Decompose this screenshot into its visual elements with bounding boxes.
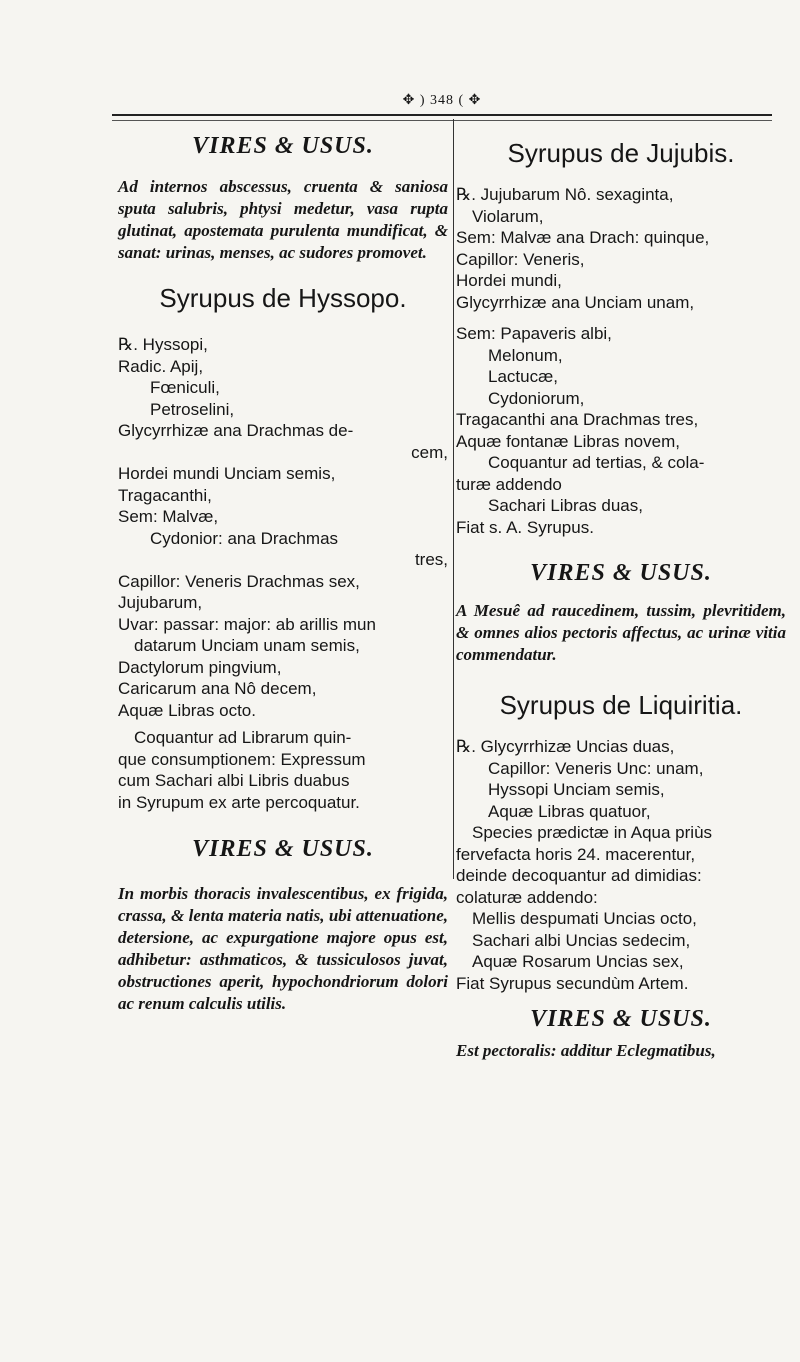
recipe-line: Caricarum ana Nô decem,: [118, 679, 317, 698]
vires-usus-heading: VIRES & USUS.: [192, 133, 374, 159]
recipe-line: Capillor: Veneris,: [456, 249, 585, 269]
recipe-jujubis: [456, 184, 786, 538]
recipe-line: Species prædictæ in Aqua priùs: [472, 823, 713, 842]
recipe-line: Aquæ Libras octo.: [118, 700, 256, 720]
recipe-line: Tragacanthi ana Drachmas tres,: [456, 410, 699, 429]
recipe-line: cem,: [411, 442, 448, 462]
vires-usus-text: Ad internos abscessus, cruenta & saniosa sputa salubris, phtysi medetur, vasa rupta glutinat, apostemata purulenta mundificat, & sanat: urinas, menses, ac sudores promovet.: [118, 177, 448, 262]
recipe-line: Coquantur ad Librarum quin-: [134, 728, 352, 747]
recipe-title-hyssopo: Syrupus de Hyssopo.: [159, 283, 407, 313]
right-column: [456, 118, 786, 1062]
recipe-title-jujubis: Syrupus de Jujubis.: [507, 138, 735, 168]
recipe-line: Radic. Apij,: [118, 356, 204, 376]
recipe-line: Hordei mundi,: [456, 271, 562, 290]
recipe-line: cum Sachari albi Libris duabus: [118, 771, 350, 790]
recipe-line: tres,: [414, 550, 448, 569]
recipe-line: ℞. Hyssopi,: [118, 335, 208, 354]
vires-usus-text: Est pectoralis: additur Eclegmatibus,: [456, 1041, 716, 1060]
recipe-line: Glycyrrhizæ ana Unciam unam,: [456, 292, 695, 312]
recipe-line: Lactucæ,: [488, 367, 558, 386]
recipe-line: Capillor: Veneris Unc: unam,: [488, 758, 704, 778]
vires-usus-heading: VIRES & USUS.: [530, 1006, 712, 1032]
recipe-line: Violarum,: [472, 206, 544, 226]
recipe-line: Sachari Libras duas,: [488, 496, 643, 515]
recipe-line: Glycyrrhizæ ana Drachmas de-: [118, 421, 354, 440]
recipe-line: fervefacta horis 24. macerentur,: [456, 844, 696, 864]
recipe-line: Sem: Papaveris albi,: [456, 324, 612, 343]
recipe-line: turæ addendo: [456, 474, 562, 494]
recipe-line: in Syrupum ex arte percoquatur.: [118, 792, 360, 812]
vires-usus-text: In morbis thoracis invalescentibus, ex frigida, crassa, & lenta materia natis, ubi attenuatione, detersione, ac expurgatione majore opus est, adhibetur: asthmaticos, & tussiculosos juvat, obstructiones aperit, hypochondriorum dolori ac renum calculis utilis.: [118, 884, 448, 1013]
recipe-line: Aquæ Rosarum Uncias sex,: [472, 952, 684, 971]
recipe-line: Capillor: Veneris Drachmas sex,: [118, 571, 360, 591]
vires-usus-heading: VIRES & USUS.: [192, 836, 374, 862]
recipe-line: Uvar: passar: major: ab arillis mun: [118, 614, 376, 634]
recipe-line: que consumptionem: Expressum: [118, 749, 366, 769]
recipe-line: Sachari albi Uncias sedecim,: [472, 930, 691, 950]
recipe-line: Tragacanthi,: [118, 485, 212, 505]
recipe-line: Mellis despumati Uncias octo,: [472, 909, 697, 928]
recipe-line: Fœniculi,: [150, 378, 220, 397]
recipe-line: Sem: Malvæ,: [118, 507, 219, 526]
recipe-title-liquiritia: Syrupus de Liquiritia.: [499, 690, 743, 720]
recipe-line: Petroselini,: [150, 399, 235, 419]
recipe-line: Fiat Syrupus secundùm Artem.: [456, 973, 689, 993]
recipe-line: Aquæ Libras quatuor,: [488, 801, 651, 821]
recipe-line: ℞. Glycyrrhizæ Uncias duas,: [456, 737, 675, 756]
left-column: [118, 118, 448, 1015]
recipe-liquiritia: [456, 736, 786, 994]
recipe-line: Fiat s. A. Syrupus.: [456, 517, 594, 537]
recipe-line: Coquantur ad tertias, & cola-: [488, 453, 705, 472]
recipe-line: Hordei mundi Unciam semis,: [118, 464, 336, 483]
column-divider: [453, 119, 454, 879]
recipe-line: Cydonior: ana Drachmas: [150, 528, 339, 548]
recipe-line: Cydoniorum,: [488, 388, 585, 408]
recipe-hyssopo: [118, 334, 448, 813]
recipe-line: colaturæ addendo:: [456, 887, 598, 907]
running-header: ✥ ) 348 ( ✥: [402, 93, 482, 108]
recipe-line: deinde decoquantur ad dimidias:: [456, 866, 702, 885]
recipe-line: Sem: Malvæ ana Drach: quinque,: [456, 228, 710, 247]
recipe-line: Hyssopi Unciam semis,: [488, 780, 665, 799]
recipe-line: datarum Unciam unam semis,: [134, 636, 360, 655]
recipe-line: ℞. Jujubarum Nô. sexaginta,: [456, 185, 674, 204]
recipe-line: Jujubarum,: [118, 593, 203, 612]
vires-usus-heading: VIRES & USUS.: [530, 560, 712, 586]
recipe-line: Aquæ fontanæ Libras novem,: [456, 431, 680, 451]
recipe-line: Dactylorum pingvium,: [118, 657, 282, 677]
vires-usus-text: A Mesuê ad raucedinem, tussim, plevritidem, & omnes alios pectoris affectus, ac urinæ vitia commendatur.: [456, 601, 786, 664]
recipe-line: Melonum,: [488, 345, 563, 365]
